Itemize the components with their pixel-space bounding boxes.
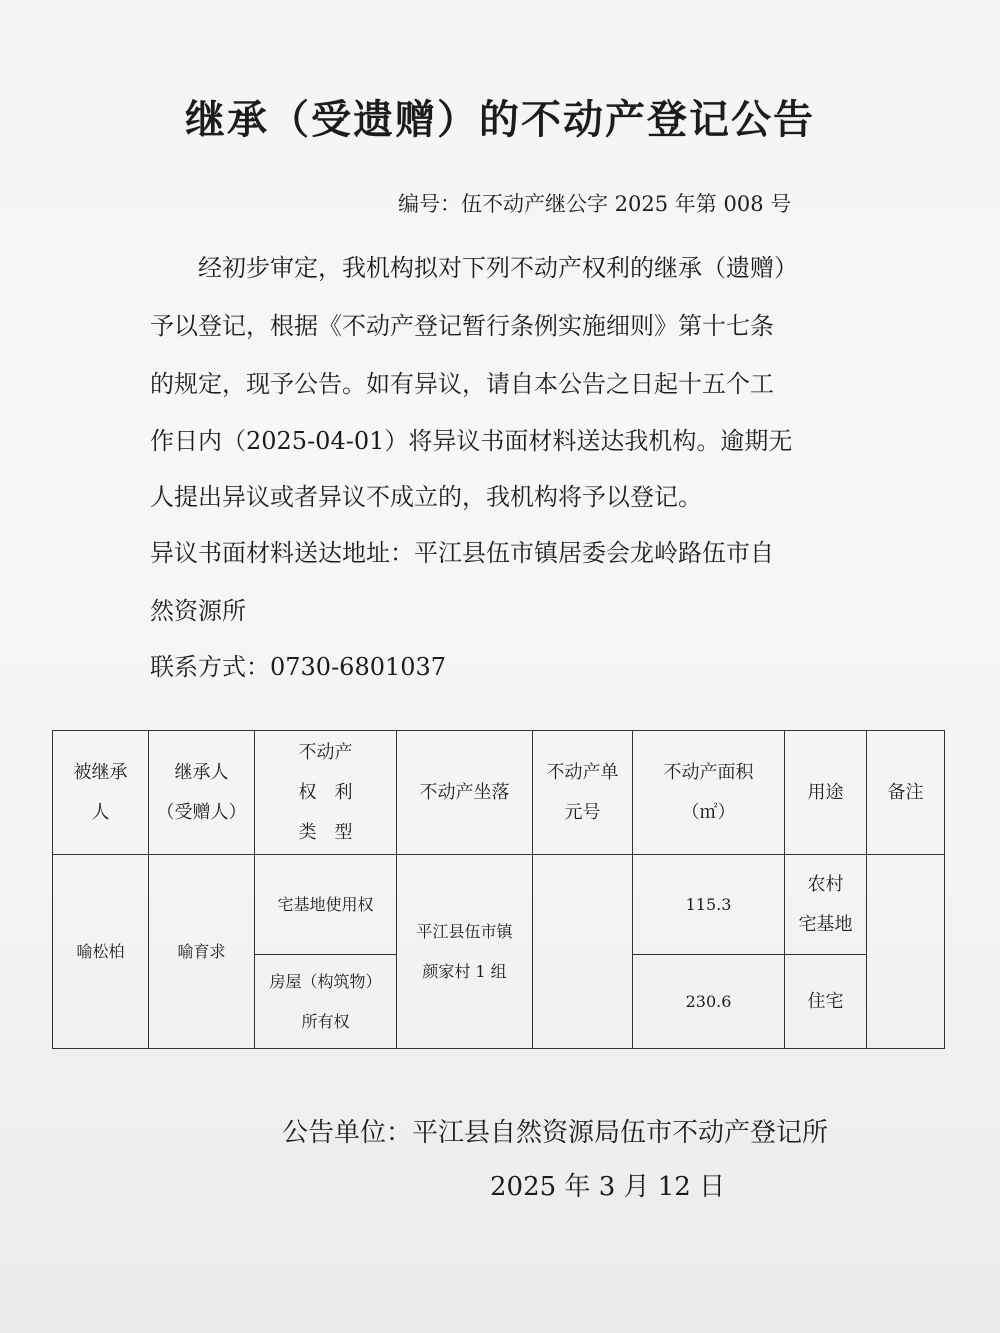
- right-type-cell: 宅基地使用权: [255, 855, 397, 955]
- area-cell: 230.6: [633, 955, 785, 1049]
- header-decedent: 被继承 人: [53, 731, 149, 855]
- location-cell: 平江县伍市镇 颜家村 1 组: [397, 855, 533, 1049]
- header-location: 不动产坐落: [397, 731, 533, 855]
- header-right-type: 不动产 权 利 类 型: [255, 731, 397, 855]
- issuer-line: 公告单位：平江县自然资源局伍市不动产登记所: [282, 1118, 829, 1148]
- body-line: 予以登记，根据《不动产登记暂行条例实施细则》第十七条: [150, 312, 774, 340]
- body-line: 的规定，现予公告。如有异议，请自本公告之日起十五个工: [150, 370, 774, 398]
- header-unit-no: 不动产单 元号: [533, 731, 633, 855]
- right-type-cell: 房屋（构筑物） 所有权: [255, 955, 397, 1049]
- page-title: 继承（受遗赠）的不动产登记公告: [185, 97, 815, 143]
- heir-cell: 喻育求: [149, 855, 255, 1049]
- use-cell: 住宅: [785, 955, 867, 1049]
- issue-date: 2025 年 3 月 12 日: [490, 1172, 726, 1202]
- header-heir: 继承人 （受赠人）: [149, 731, 255, 855]
- table-header-row: [53, 731, 945, 855]
- use-cell: 农村 宅基地: [785, 855, 867, 955]
- area-cell: 115.3: [633, 855, 785, 955]
- contact-line: 联系方式：0730-6801037: [150, 653, 447, 681]
- body-line: 人提出异议或者异议不成立的，我机构将予以登记。: [150, 483, 702, 511]
- body-line: 经初步审定，我机构拟对下列不动产权利的继承（遗赠）: [150, 254, 798, 282]
- header-remark: 备注: [867, 731, 945, 855]
- remark-cell: [867, 855, 945, 1049]
- header-use: 用途: [785, 731, 867, 855]
- table-row: [53, 855, 945, 955]
- registration-table: [52, 730, 945, 1049]
- objection-address-line: 异议书面材料送达地址：平江县伍市镇居委会龙岭路伍市自: [150, 539, 774, 567]
- unit-no-cell: [533, 855, 633, 1049]
- body-line: 作日内（2025-04-01）将异议书面材料送达我机构。逾期无: [150, 427, 793, 455]
- document-number: 编号：伍不动产继公字 2025 年第 008 号: [398, 192, 792, 216]
- header-area: 不动产面积 （㎡）: [633, 731, 785, 855]
- objection-address-line: 然资源所: [150, 597, 246, 625]
- decedent-cell: 喻松柏: [53, 855, 149, 1049]
